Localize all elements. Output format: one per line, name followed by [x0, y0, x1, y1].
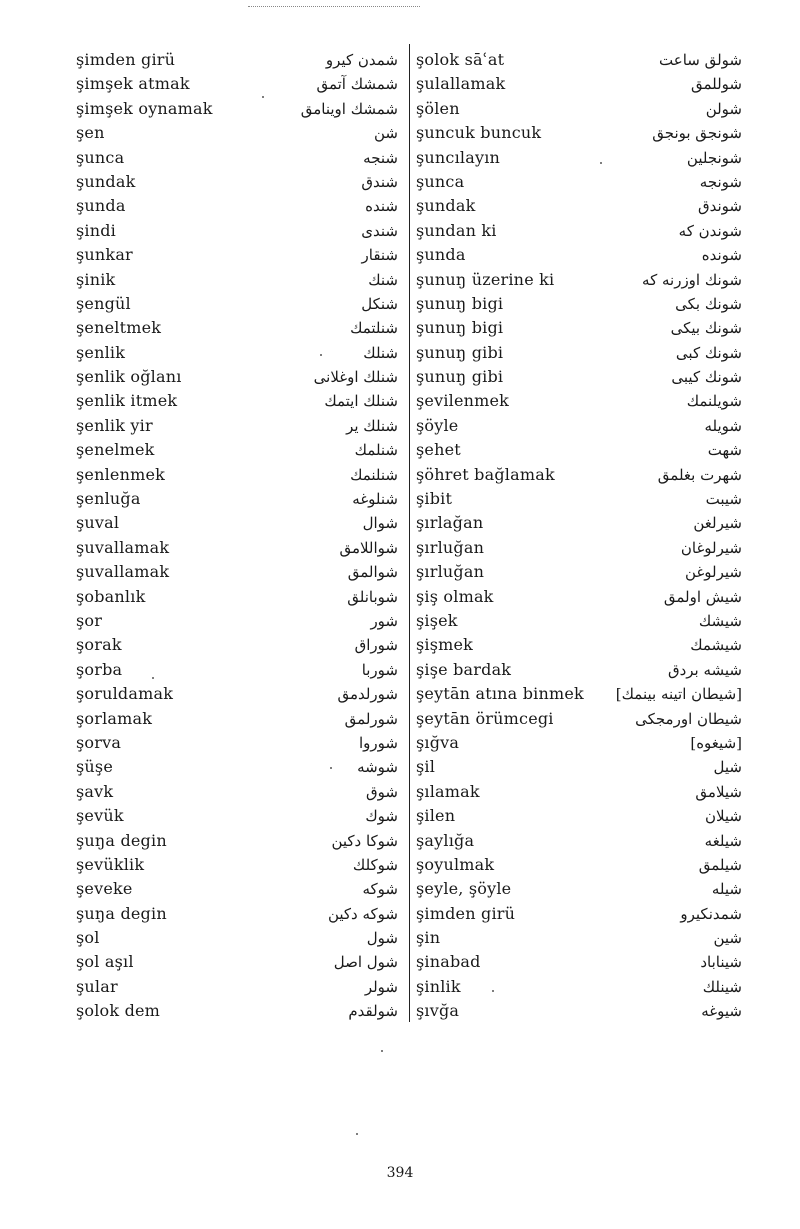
entry-arabic: شونجلين — [686, 148, 742, 167]
entry-latin: şoyulmak — [416, 854, 495, 874]
scan-speck — [330, 767, 332, 769]
entry-latin: şimşek atmak — [76, 74, 190, 94]
entry-arabic: شويله — [704, 416, 742, 435]
dictionary-entry — [416, 733, 742, 757]
entry-latin: şaylığa — [416, 830, 475, 850]
entry-latin: şuval — [76, 513, 120, 533]
dictionary-entry — [416, 367, 742, 391]
entry-latin: şuvallamak — [76, 562, 170, 582]
entry-latin: şenlik yir — [76, 415, 153, 435]
entry-arabic: شوشه — [357, 758, 398, 777]
column-divider — [409, 44, 410, 1022]
entry-latin: şığva — [416, 732, 460, 752]
dictionary-entry — [76, 733, 398, 757]
entry-arabic: شوكا دكين — [331, 831, 398, 850]
dictionary-entry — [76, 123, 398, 147]
entry-arabic: شنك — [368, 270, 398, 289]
dictionary-entry — [76, 977, 398, 1001]
entry-arabic: شيناباد — [700, 953, 742, 972]
entry-latin: şuncılayın — [416, 147, 501, 167]
entry-latin: şimşek oynamak — [76, 98, 213, 118]
entry-arabic: شونك كيبى — [671, 368, 742, 387]
dictionary-entry — [76, 489, 398, 513]
dictionary-entry — [416, 977, 742, 1001]
entry-arabic: شيرلوغان — [680, 538, 742, 557]
entry-arabic: شواللامق — [339, 538, 398, 557]
entry-latin: şıvğa — [416, 1001, 460, 1021]
dictionary-entry — [76, 196, 398, 220]
entry-latin: şen — [76, 123, 105, 143]
entry-latin: şundak — [76, 171, 136, 191]
entry-latin: şengül — [76, 293, 131, 313]
entry-arabic: شندق — [361, 172, 398, 191]
dictionary-entry — [416, 611, 742, 635]
scan-speck — [492, 990, 494, 992]
entry-arabic: شيرلوغن — [685, 563, 742, 582]
entry-latin: şoruldamak — [76, 684, 174, 704]
entry-latin: şundak — [416, 196, 476, 216]
dictionary-entry — [76, 50, 398, 74]
dictionary-entry — [416, 806, 742, 830]
entry-latin: şişmek — [416, 635, 474, 655]
entry-arabic: شورلمق — [344, 709, 398, 728]
dictionary-entry — [416, 1001, 742, 1025]
entry-latin: şolok dem — [76, 1001, 161, 1021]
dictionary-entry — [416, 904, 742, 928]
entry-latin: şunkar — [76, 245, 133, 265]
dictionary-entry — [416, 221, 742, 245]
entry-arabic: شنلتمك — [350, 319, 398, 338]
entry-latin: şunda — [416, 245, 466, 265]
dictionary-entry — [76, 1001, 398, 1025]
dictionary-entry — [76, 660, 398, 684]
scan-speck — [320, 354, 322, 356]
dictionary-entry — [76, 952, 398, 976]
entry-latin: şilen — [416, 806, 456, 826]
entry-arabic: شنكل — [361, 294, 398, 313]
entry-arabic: شونجق بونجق — [652, 124, 742, 143]
entry-latin: şular — [76, 976, 118, 996]
dictionary-entry — [76, 270, 398, 294]
entry-arabic: شوراق — [354, 636, 398, 655]
dictionary-entry — [76, 904, 398, 928]
dictionary-entry — [416, 952, 742, 976]
entry-arabic: شيلامق — [695, 782, 742, 801]
dictionary-entry — [416, 562, 742, 586]
entry-arabic: شنلنمك — [350, 465, 398, 484]
entry-latin: şuvallamak — [76, 537, 170, 557]
entry-latin: şenluğa — [76, 489, 141, 509]
entry-latin: şorva — [76, 732, 122, 752]
entry-arabic: شولقدم — [348, 1002, 398, 1021]
dictionary-entry — [416, 391, 742, 415]
entry-latin: şindi — [76, 220, 116, 240]
entry-arabic: شين — [713, 929, 742, 948]
dictionary-entry — [76, 879, 398, 903]
entry-latin: şolok sāʿat — [416, 50, 505, 69]
dictionary-entry — [76, 245, 398, 269]
entry-latin: şevüklik — [76, 854, 145, 874]
entry-latin: şinlik — [416, 976, 461, 996]
entry-arabic: شن — [374, 124, 398, 143]
top-scan-line — [248, 6, 420, 7]
entry-latin: şılamak — [416, 781, 480, 801]
dictionary-entry — [76, 74, 398, 98]
entry-latin: şölen — [416, 98, 460, 118]
entry-arabic: شمشك اوينامق — [300, 99, 398, 118]
entry-latin: şuncuk buncuk — [416, 123, 542, 143]
dictionary-entry — [76, 635, 398, 659]
entry-arabic: شينلك — [702, 977, 742, 996]
entry-latin: şunda — [76, 196, 126, 216]
entry-arabic: شوللمق — [690, 75, 742, 94]
entry-arabic: شنلك ايتمك — [324, 392, 398, 411]
entry-latin: şundan ki — [416, 220, 497, 240]
dictionary-entry — [416, 587, 742, 611]
dictionary-entry — [416, 343, 742, 367]
entry-arabic: شهرت بغلمق — [657, 465, 742, 484]
dictionary-entry — [76, 782, 398, 806]
entry-latin: şavk — [76, 781, 114, 801]
entry-arabic: شيشه بردق — [667, 660, 742, 679]
entry-latin: şırluğan — [416, 562, 485, 582]
entry-latin: şunuŋ bigi — [416, 318, 504, 338]
entry-arabic: شنلوغه — [352, 490, 398, 509]
entry-arabic: شيل — [713, 758, 742, 777]
dictionary-entry — [76, 391, 398, 415]
entry-arabic: [شيغوه] — [690, 733, 742, 752]
entry-latin: şırlağan — [416, 513, 484, 533]
entry-latin: şorak — [76, 635, 122, 655]
entry-arabic: شمدنكيرو — [680, 904, 742, 923]
dictionary-entry — [416, 489, 742, 513]
dictionary-entry — [76, 99, 398, 123]
entry-arabic: شيلغه — [704, 831, 742, 850]
entry-arabic: شنلك — [363, 343, 398, 362]
entry-latin: şuŋa degin — [76, 903, 167, 923]
dictionary-entry — [76, 806, 398, 830]
entry-latin: şişek — [416, 610, 458, 630]
scan-speck — [381, 1050, 383, 1052]
dictionary-entry — [416, 172, 742, 196]
entry-arabic: شولن — [705, 99, 742, 118]
entry-latin: şenlik — [76, 342, 126, 362]
entry-latin: şunca — [416, 171, 465, 191]
entry-arabic: شوندق — [697, 197, 742, 216]
entry-latin: şunuŋ bigi — [416, 293, 504, 313]
dictionary-entry — [416, 465, 742, 489]
entry-arabic: شويلنمك — [686, 392, 742, 411]
entry-arabic: شوروا — [359, 733, 398, 752]
dictionary-entry — [76, 757, 398, 781]
dictionary-entry — [416, 831, 742, 855]
entry-arabic: شوكه دكين — [327, 904, 398, 923]
entry-arabic: شندى — [361, 221, 398, 240]
dictionary-entry — [76, 513, 398, 537]
entry-latin: şinik — [76, 269, 116, 289]
entry-arabic: شيوغه — [701, 1002, 742, 1021]
entry-arabic: شيشمك — [690, 636, 742, 655]
entry-arabic: شيطان اورمجكى — [635, 709, 742, 728]
dictionary-entry — [416, 99, 742, 123]
scan-speck — [356, 1133, 358, 1135]
dictionary-entry — [76, 611, 398, 635]
entry-arabic: شنلمك — [354, 441, 398, 460]
entry-arabic: [شيطان اتينه بينمك] — [615, 685, 742, 704]
dictionary-entry — [76, 538, 398, 562]
dictionary-entry — [416, 684, 742, 708]
entry-latin: şunuŋ gibi — [416, 367, 504, 387]
entry-latin: şol — [76, 928, 100, 948]
entry-arabic: شونك بكى — [675, 294, 742, 313]
entry-latin: şırluğan — [416, 537, 485, 557]
entry-arabic: شورلدمق — [337, 685, 398, 704]
entry-arabic: شيلان — [704, 807, 742, 826]
entry-arabic: شنلك ير — [346, 416, 398, 435]
dictionary-entry — [76, 294, 398, 318]
entry-latin: şenelmek — [76, 440, 155, 460]
entry-arabic: شونده — [701, 246, 742, 265]
entry-arabic: شوق — [366, 782, 398, 801]
dictionary-entry — [76, 148, 398, 172]
dictionary-entry — [76, 367, 398, 391]
entry-arabic: شول — [366, 929, 398, 948]
dictionary-entry — [416, 270, 742, 294]
dictionary-entry — [76, 172, 398, 196]
entry-arabic: شونك بيكى — [670, 319, 742, 338]
entry-arabic: شهت — [707, 441, 742, 460]
entry-arabic: شونجه — [699, 172, 742, 191]
entry-latin: şevilenmek — [416, 391, 510, 411]
entry-arabic: شيشك — [698, 611, 742, 630]
dictionary-entry — [416, 782, 742, 806]
dictionary-entry — [416, 74, 742, 98]
entry-arabic: شمشك آتمق — [316, 75, 398, 94]
entry-latin: şevük — [76, 806, 124, 826]
entry-latin: şenlik oğlanı — [76, 367, 182, 387]
dictionary-entry — [416, 196, 742, 220]
dictionary-entry — [416, 660, 742, 684]
entry-arabic: شوك — [365, 807, 398, 826]
dictionary-entry — [416, 513, 742, 537]
scan-speck — [152, 677, 154, 679]
entry-latin: şenlenmek — [76, 464, 166, 484]
entry-arabic: شنلك اوغلانى — [313, 368, 398, 387]
entry-latin: şunuŋ üzerine ki — [416, 269, 555, 289]
dictionary-entry — [416, 294, 742, 318]
entry-latin: şeytān örümcegi — [416, 708, 554, 728]
entry-latin: şimden girü — [76, 50, 176, 69]
dictionary-entry — [76, 831, 398, 855]
entry-latin: şeneltmek — [76, 318, 162, 338]
entry-latin: şin — [416, 928, 441, 948]
entry-arabic: شنقار — [361, 246, 398, 265]
entry-latin: şöyle — [416, 415, 459, 435]
dictionary-entry — [76, 440, 398, 464]
entry-arabic: شوربا — [361, 660, 398, 679]
dictionary-entry — [416, 123, 742, 147]
entry-latin: şiş olmak — [416, 586, 494, 606]
entry-arabic: شيبت — [705, 490, 742, 509]
entry-arabic: شولق ساعت — [659, 51, 742, 69]
entry-latin: şöhret bağlamak — [416, 464, 555, 484]
dictionary-entry — [76, 318, 398, 342]
entry-latin: şişe bardak — [416, 659, 512, 679]
dictionary-entry — [76, 416, 398, 440]
dictionary-entry — [76, 928, 398, 952]
entry-latin: şulallamak — [416, 74, 506, 94]
entry-latin: şehet — [416, 440, 461, 460]
entry-latin: şol aşıl — [76, 952, 134, 972]
entry-arabic: شونك كبى — [675, 343, 742, 362]
entry-arabic: شيش اولمق — [663, 587, 742, 606]
entry-latin: şil — [416, 757, 436, 777]
entry-latin: şuŋa degin — [76, 830, 167, 850]
entry-arabic: شوكه — [362, 880, 398, 899]
dictionary-entry — [76, 343, 398, 367]
dictionary-entry — [76, 684, 398, 708]
dictionary-entry — [416, 440, 742, 464]
entry-arabic: شيلمق — [698, 855, 742, 874]
scan-speck — [262, 96, 264, 98]
entry-latin: şeytān atına binmek — [416, 684, 584, 704]
entry-latin: şeveke — [76, 879, 133, 899]
page-number: 394 — [386, 1165, 414, 1181]
entry-latin: şinabad — [416, 952, 481, 972]
entry-arabic: شنجه — [363, 148, 398, 167]
entry-arabic: شوبانلق — [347, 587, 398, 606]
dictionary-entry — [416, 757, 742, 781]
dictionary-entry — [76, 587, 398, 611]
entry-arabic: شولر — [364, 977, 398, 996]
right-column — [416, 50, 742, 1026]
dictionary-entry — [416, 855, 742, 879]
entry-latin: şenlik itmek — [76, 391, 178, 411]
dictionary-entry — [416, 928, 742, 952]
entry-arabic: شنده — [365, 197, 398, 216]
entry-arabic: شمدن كيرو — [325, 51, 398, 69]
scan-speck — [600, 162, 602, 164]
entry-latin: şobanlık — [76, 586, 146, 606]
entry-latin: şorlamak — [76, 708, 153, 728]
entry-arabic: شول اصل — [333, 953, 398, 972]
dictionary-entry — [416, 318, 742, 342]
entry-arabic: شوال — [362, 514, 398, 533]
dictionary-entry — [76, 221, 398, 245]
left-column — [76, 50, 398, 1026]
dictionary-entry — [416, 879, 742, 903]
dictionary-entry — [416, 50, 742, 74]
entry-arabic: شور — [370, 611, 398, 630]
entry-latin: şimden girü — [416, 903, 516, 923]
dictionary-entry — [416, 416, 742, 440]
entry-arabic: شوالمق — [347, 563, 398, 582]
dictionary-entry — [76, 709, 398, 733]
entry-latin: şibit — [416, 489, 453, 509]
dictionary-entry — [76, 465, 398, 489]
entry-arabic: شوندن كه — [678, 221, 742, 240]
entry-latin: şunuŋ gibi — [416, 342, 504, 362]
dictionary-entry — [416, 709, 742, 733]
dictionary-entry — [416, 245, 742, 269]
dictionary-entry — [76, 855, 398, 879]
entry-arabic: شوكلك — [352, 855, 398, 874]
dictionary-entry — [416, 148, 742, 172]
entry-arabic: شيرلغن — [693, 514, 742, 533]
entry-latin: şor — [76, 610, 103, 630]
entry-latin: şüşe — [76, 757, 113, 777]
entry-latin: şunca — [76, 147, 125, 167]
entry-latin: şorba — [76, 659, 123, 679]
entry-latin: şeyle, şöyle — [416, 879, 512, 899]
dictionary-entry — [416, 538, 742, 562]
dictionary-entry — [416, 635, 742, 659]
entry-arabic: شونك اوزرنه كه — [642, 270, 742, 289]
dictionary-entry — [76, 562, 398, 586]
entry-arabic: شيله — [711, 880, 742, 899]
